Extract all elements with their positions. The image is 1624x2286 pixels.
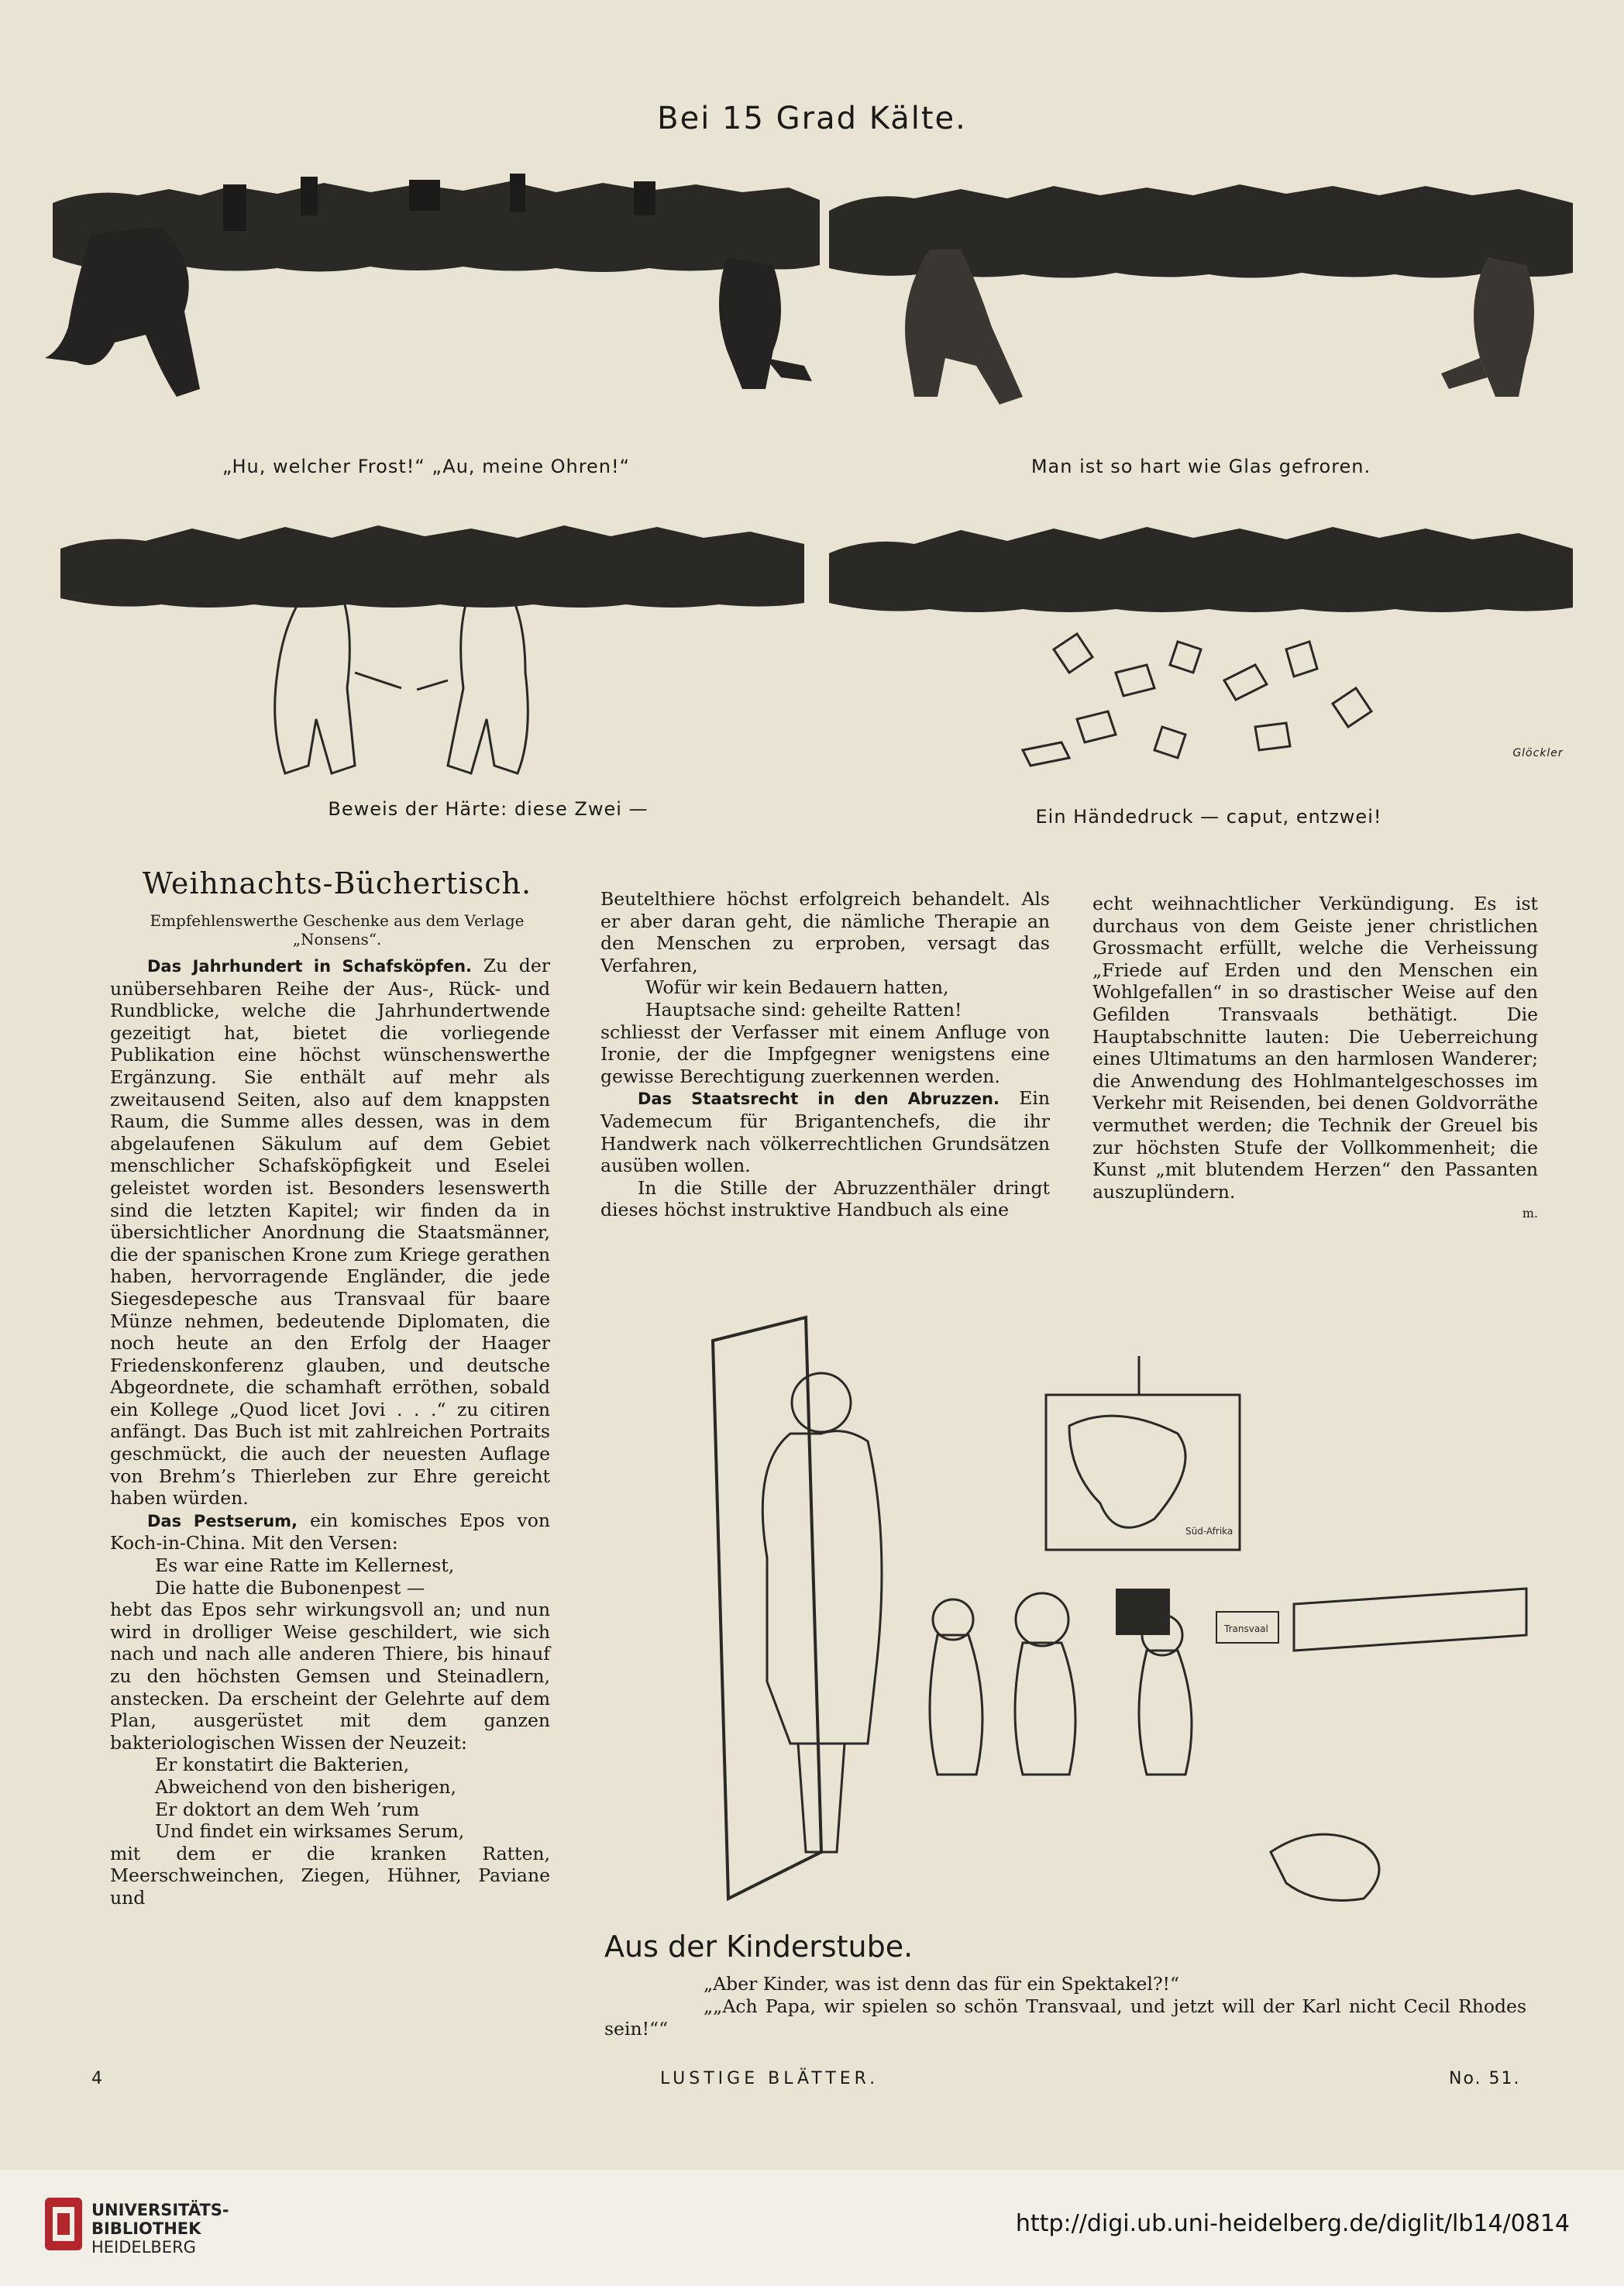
artist-signature: Glöckler [1512,747,1564,759]
paragraph: In die Stille der Abruzzenthäler dringt dieses höchst instruktive Handbuch als eine [600,1176,1050,1221]
section-heading: Das Staatsrecht in den Abruzzen. [638,1090,1000,1109]
paragraph: Beutelthiere höchst erfolgreich behandelt. Als er aber daran geht, die nämliche Therapie an den Menschen zu erproben, versagt das Verfahren, [600,888,1050,976]
paragraph: mit dem er die kranken Ratten, Meerschweinchen, Ziegen, Hühner, Paviane und [110,1842,550,1909]
paragraph: hebt das Epos sehr wirkungsvoll an; und nun wird in drolliger Weise geschildert, wie sich nach und nach alle anderen Thiere, bis hinauf zu den höchsten Gemsen und Steinadlern, anstecken. Da erscheint der Gelehrte auf dem Plan, ausgerüstet mit dem ganzen bakteriologischen Wissen der Neuzeit: [110,1599,550,1754]
paragraph: ein komisches Epos von Koch-in-China. Mit den Versen: [110,1509,550,1554]
article-signature: m. [1522,1206,1538,1221]
map-label: Süd-Afrika [1185,1526,1233,1537]
paragraph: echt weihnachtlicher Verkündigung. Es ist durchaus von dem Geiste jener christlichen Grossmacht erfüllt, welche die Verheissung „Friede auf Erden und den Menschen ein Wohlgefallen“ in so drastischer Weise auf den Gefilden Transvaals bethätigt. Die Hauptabschnitte lauten: Die Ueberreichung eines Ultimatums an den harmlosen Wanderer; die Anwendung des Hohlmantelgeschosses im Verkehr mit Reisenden, bei denen Goldvorräthe vermuthet werden; die Technik der Greuel bis zur höchsten Stufe der Vollkommenheit; die Kunst „mit blutendem Herzen“ den Passanten auszuplündern. [1092,893,1538,1203]
dialogue-line: „Aber Kinder, was ist denn das für ein Spektakel?!“ [704,1973,1179,1995]
verse-line: Abweichend von den bisherigen, [155,1775,456,1798]
article-title: Weihnachts-Büchertisch. [142,866,532,900]
library-name: UNIVERSITÄTS- BIBLIOTHEK HEIDELBERG [91,2201,229,2257]
verse-line: Er doktort an dem Weh ’rum [155,1798,420,1820]
verse-line: Und findet ein wirksames Serum, [155,1820,465,1843]
panel-2-caption: Man ist so hart wie Glas gefroren. [1030,456,1371,477]
article-column-2 [600,888,1050,1221]
paragraph: Zu der unübersehbaren Reihe der Aus-, Rück- und Rundblicke, welche die Jahrhundertwende gezeitigt hat, bietet die vorliegende Publikation eine höchst wünschenswerthe Ergänzung. Sie enthält auf mehr als zweitausend Seiten, also auf dem knappsten Raum, die Summe alles dessen, was in dem abgelaufenen Säkulum auf dem Gebiet menschlicher Schafsköpfigkeit und Eselei geleistet worden ist. Besonders lesenswerth sind die letzten Kapitel; wir finden da in übersichtlicher Anordnung die Staatsmänner, die der spanischen Krone zum Kriege gerathen haben, hervorragende Engländer, die jede Siegesdepesche aus Transvaal für baare Münze nehmen, bedeutende Diplomaten, die noch heute an den Erfolg der Haager Friedenskonferenz glauben, und deutsche Abgeordnete, die schamhaft erröthen, sobald ein Kollege „Quod licet Jovi . . .“ zu citiren anfängt. Das Buch ist mit zahlreichen Portraits geschmückt, die auch der neuesten Auflage von Brehm’s Thierleben zur Ehre gereicht haben würden. [110,955,550,1510]
page-title: Bei 15 Grad Kälte. [657,101,967,136]
verse-line: Wofür wir kein Bedauern hatten, [645,976,949,999]
verse-line: Es war eine Ratte im Kellernest, [155,1554,455,1577]
panel-4-caption: Ein Händedruck — caput, entzwei! [1035,806,1382,828]
section-heading: Das Jahrhundert in Schafsköpfen. [147,957,473,976]
page-number: 4 [91,2069,106,2088]
verse-line: Die hatte die Bubonenpest — [155,1576,425,1599]
verse-line: Hauptsache sind: geheilte Ratten! [645,998,962,1021]
article-column-1 [110,955,550,1909]
sign-label: Transvaal [1224,1623,1268,1634]
magazine-name: LUSTIGE BLÄTTER. [660,2069,879,2088]
article-subtitle: Empfehlenswerthe Geschenke aus dem Verlage „Nonsens“. [150,911,525,948]
kinderstube-illustration [682,1310,1542,1922]
source-url-link[interactable]: http://digi.ub.uni-heidelberg.de/diglit/lb14/0814 [1015,2210,1570,2237]
issue-number: No. 51. [1449,2069,1521,2088]
section-heading: Das Pestserum, [147,1511,298,1530]
comic-panel-2 [821,172,1581,459]
panel-3-caption: Beweis der Härte: diese Zwei — [328,798,649,820]
kinderstube-text [604,1973,1526,2040]
kinderstube-title: Aus der Kinderstube. [604,1930,914,1964]
paragraph: Ein Vademecum für Brigantenchefs, die ihr Handwerk nach völkerrechtlichen Grundsätzen ausüben wollen. [600,1087,1050,1177]
paragraph: schliesst der Verfasser mit einem Anfluge von Ironie, der die Impfgegner wenigstens eine gewisse Berechtigung zuerkennen werden. [600,1021,1050,1087]
verse-line: Er konstatirt die Bakterien, [155,1754,410,1776]
comic-panel-1 [45,172,826,459]
dialogue-line: „„Ach Papa, wir spielen so schön Transvaal, und jetzt will der Karl nicht Cecil Rhodes sein!““ [604,1995,1526,2040]
comic-panel-4 [821,518,1581,797]
library-logo-icon [42,2193,85,2255]
article-column-3 [1092,893,1538,1225]
panel-1-caption: „Hu, welcher Frost!“ „Au, meine Ohren!“ [222,456,631,477]
comic-panel-3 [53,518,812,797]
